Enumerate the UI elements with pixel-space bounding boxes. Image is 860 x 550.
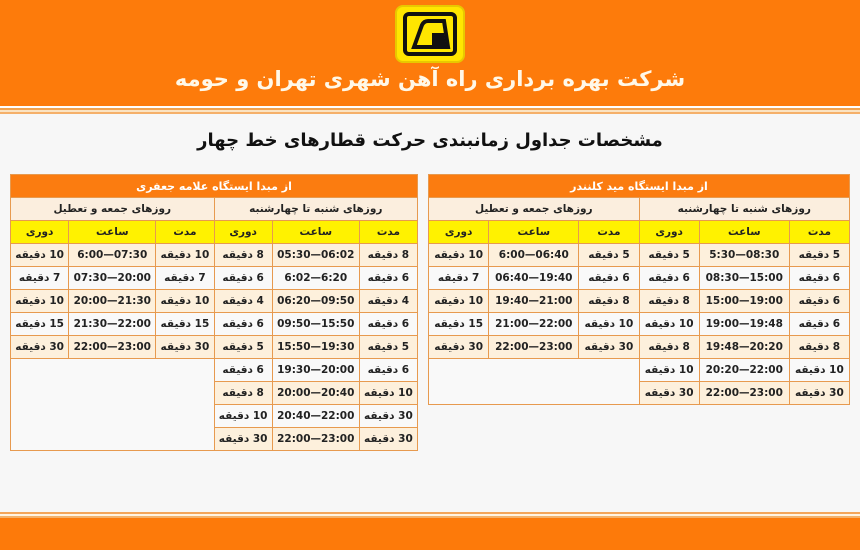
- station-header: از مبدا ایستگاه مید کلنندر: [429, 175, 850, 198]
- weekday-duration: 6 دقیقه: [359, 359, 417, 382]
- weekday-headway: 8 دقیقه: [639, 290, 699, 313]
- weekday-duration: 6 دقیقه: [789, 290, 849, 313]
- weekday-duration: 30 دقیقه: [359, 405, 417, 428]
- col-duration: مدت: [359, 221, 417, 244]
- table-row: [11, 244, 418, 267]
- weekend-headway: 7 دقیقه: [11, 267, 69, 290]
- empty-cell: [429, 359, 640, 405]
- weekday-headway: 10 دقیقه: [214, 405, 272, 428]
- empty-cell: [11, 359, 215, 451]
- weekday-duration: 10 دقیقه: [789, 359, 849, 382]
- weekday-time: 22:00—23:00: [272, 428, 359, 451]
- weekday-time: 19:00—19:48: [699, 313, 789, 336]
- weekday-time: 08:30—15:00: [699, 267, 789, 290]
- weekday-headway: 5 دقیقه: [214, 336, 272, 359]
- page-title: مشخصات جداول زمانبندی حرکت قطارهای خط چهار: [197, 130, 663, 151]
- weekend-headway: 10 دقیقه: [11, 244, 69, 267]
- table-row: [429, 359, 850, 382]
- weekday-headway: 4 دقیقه: [214, 290, 272, 313]
- weekday-time: 05:30—06:02: [272, 244, 359, 267]
- header-divider: [0, 106, 860, 114]
- weekend-duration: 15 دقیقه: [156, 313, 214, 336]
- weekend-header: روزهای جمعه و تعطیل: [11, 198, 215, 221]
- weekend-headway: 10 دقیقه: [429, 290, 489, 313]
- weekday-headway: 6 دقیقه: [639, 267, 699, 290]
- footer-band: [0, 518, 860, 550]
- weekend-headway: 30 دقیقه: [429, 336, 489, 359]
- table-row: [11, 359, 418, 382]
- weekday-time: 20:20—22:00: [699, 359, 789, 382]
- weekend-time: 21:00—22:00: [489, 313, 579, 336]
- weekday-duration: 6 دقیقه: [789, 313, 849, 336]
- weekend-duration: 30 دقیقه: [579, 336, 639, 359]
- weekday-duration: 8 دقیقه: [789, 336, 849, 359]
- weekday-time: 22:00—23:00: [699, 382, 789, 405]
- weekend-headway: 7 دقیقه: [429, 267, 489, 290]
- weekend-headway: 15 دقیقه: [11, 313, 69, 336]
- table-row: [429, 290, 850, 313]
- weekend-duration: 8 دقیقه: [579, 290, 639, 313]
- table-row: [429, 244, 850, 267]
- weekday-duration: 5 دقیقه: [359, 336, 417, 359]
- weekend-duration: 7 دقیقه: [156, 267, 214, 290]
- weekend-headway: 15 دقیقه: [429, 313, 489, 336]
- col-headway: دوری: [11, 221, 69, 244]
- weekday-headway: 5 دقیقه: [639, 244, 699, 267]
- col-time: ساعت: [489, 221, 579, 244]
- weekend-time: 20:00—21:30: [69, 290, 156, 313]
- tehran-metro-logo-icon: [395, 5, 465, 63]
- table-row: [429, 267, 850, 290]
- weekday-time: 06:20—09:50: [272, 290, 359, 313]
- weekend-time: 21:30—22:00: [69, 313, 156, 336]
- weekday-headway: 8 دقیقه: [214, 382, 272, 405]
- weekend-duration: 30 دقیقه: [156, 336, 214, 359]
- table-row: [11, 313, 418, 336]
- schedule-table-kolahdooz: [428, 174, 850, 405]
- table-row: [11, 267, 418, 290]
- weekday-time: 20:40—22:00: [272, 405, 359, 428]
- weekday-duration: 6 دقیقه: [789, 267, 849, 290]
- weekday-time: 15:50—19:30: [272, 336, 359, 359]
- table-row: [11, 336, 418, 359]
- weekday-duration: 10 دقیقه: [359, 382, 417, 405]
- table-row: [429, 336, 850, 359]
- weekend-time: 22:00—23:00: [69, 336, 156, 359]
- weekend-headway: 10 دقیقه: [11, 290, 69, 313]
- col-headway: دوری: [639, 221, 699, 244]
- weekdays-header: روزهای شنبه تا چهارشنبه: [639, 198, 849, 221]
- weekend-time: 19:40—21:00: [489, 290, 579, 313]
- weekend-time: 6:00—07:30: [69, 244, 156, 267]
- weekday-headway: 10 دقیقه: [639, 313, 699, 336]
- schedule-table-allameh-jafari: [10, 174, 418, 451]
- weekday-time: 19:30—20:00: [272, 359, 359, 382]
- weekday-headway: 8 دقیقه: [214, 244, 272, 267]
- weekend-header: روزهای جمعه و تعطیل: [429, 198, 640, 221]
- weekday-headway: 10 دقیقه: [639, 359, 699, 382]
- weekday-time: 15:00—19:00: [699, 290, 789, 313]
- weekday-time: 20:00—20:40: [272, 382, 359, 405]
- weekday-time: 5:30—08:30: [699, 244, 789, 267]
- weekday-duration: 5 دقیقه: [789, 244, 849, 267]
- table-row: [429, 313, 850, 336]
- col-headway: دوری: [214, 221, 272, 244]
- weekend-duration: 10 دقیقه: [579, 313, 639, 336]
- weekend-headway: 10 دقیقه: [429, 244, 489, 267]
- weekday-headway: 6 دقیقه: [214, 267, 272, 290]
- company-name: شرکت بهره برداری راه آهن شهری تهران و حومه: [174, 67, 686, 91]
- weekday-duration: 6 دقیقه: [359, 313, 417, 336]
- weekday-headway: 30 دقیقه: [214, 428, 272, 451]
- weekend-time: 06:40—19:40: [489, 267, 579, 290]
- weekday-duration: 30 دقیقه: [789, 382, 849, 405]
- weekday-duration: 6 دقیقه: [359, 267, 417, 290]
- weekday-headway: 6 دقیقه: [214, 359, 272, 382]
- table-row: [11, 290, 418, 313]
- weekday-duration: 8 دقیقه: [359, 244, 417, 267]
- col-duration: مدت: [579, 221, 639, 244]
- col-duration: مدت: [789, 221, 849, 244]
- weekend-duration: 10 دقیقه: [156, 290, 214, 313]
- weekend-time: 6:00—06:40: [489, 244, 579, 267]
- weekday-time: 09:50—15:50: [272, 313, 359, 336]
- weekday-time: 6:02—6:20: [272, 267, 359, 290]
- weekend-duration: 6 دقیقه: [579, 267, 639, 290]
- weekday-duration: 4 دقیقه: [359, 290, 417, 313]
- station-header: از مبدا ایستگاه علامه جعفری: [11, 175, 418, 198]
- weekday-headway: 8 دقیقه: [639, 336, 699, 359]
- weekend-duration: 10 دقیقه: [156, 244, 214, 267]
- weekday-duration: 30 دقیقه: [359, 428, 417, 451]
- weekend-duration: 5 دقیقه: [579, 244, 639, 267]
- weekdays-header: روزهای شنبه تا چهارشنبه: [214, 198, 417, 221]
- weekend-time: 22:00—23:00: [489, 336, 579, 359]
- weekday-headway: 30 دقیقه: [639, 382, 699, 405]
- weekend-headway: 30 دقیقه: [11, 336, 69, 359]
- weekday-time: 19:48—20:20: [699, 336, 789, 359]
- col-duration: مدت: [156, 221, 214, 244]
- col-time: ساعت: [272, 221, 359, 244]
- weekend-time: 07:30—20:00: [69, 267, 156, 290]
- col-time: ساعت: [69, 221, 156, 244]
- col-time: ساعت: [699, 221, 789, 244]
- col-headway: دوری: [429, 221, 489, 244]
- weekday-headway: 6 دقیقه: [214, 313, 272, 336]
